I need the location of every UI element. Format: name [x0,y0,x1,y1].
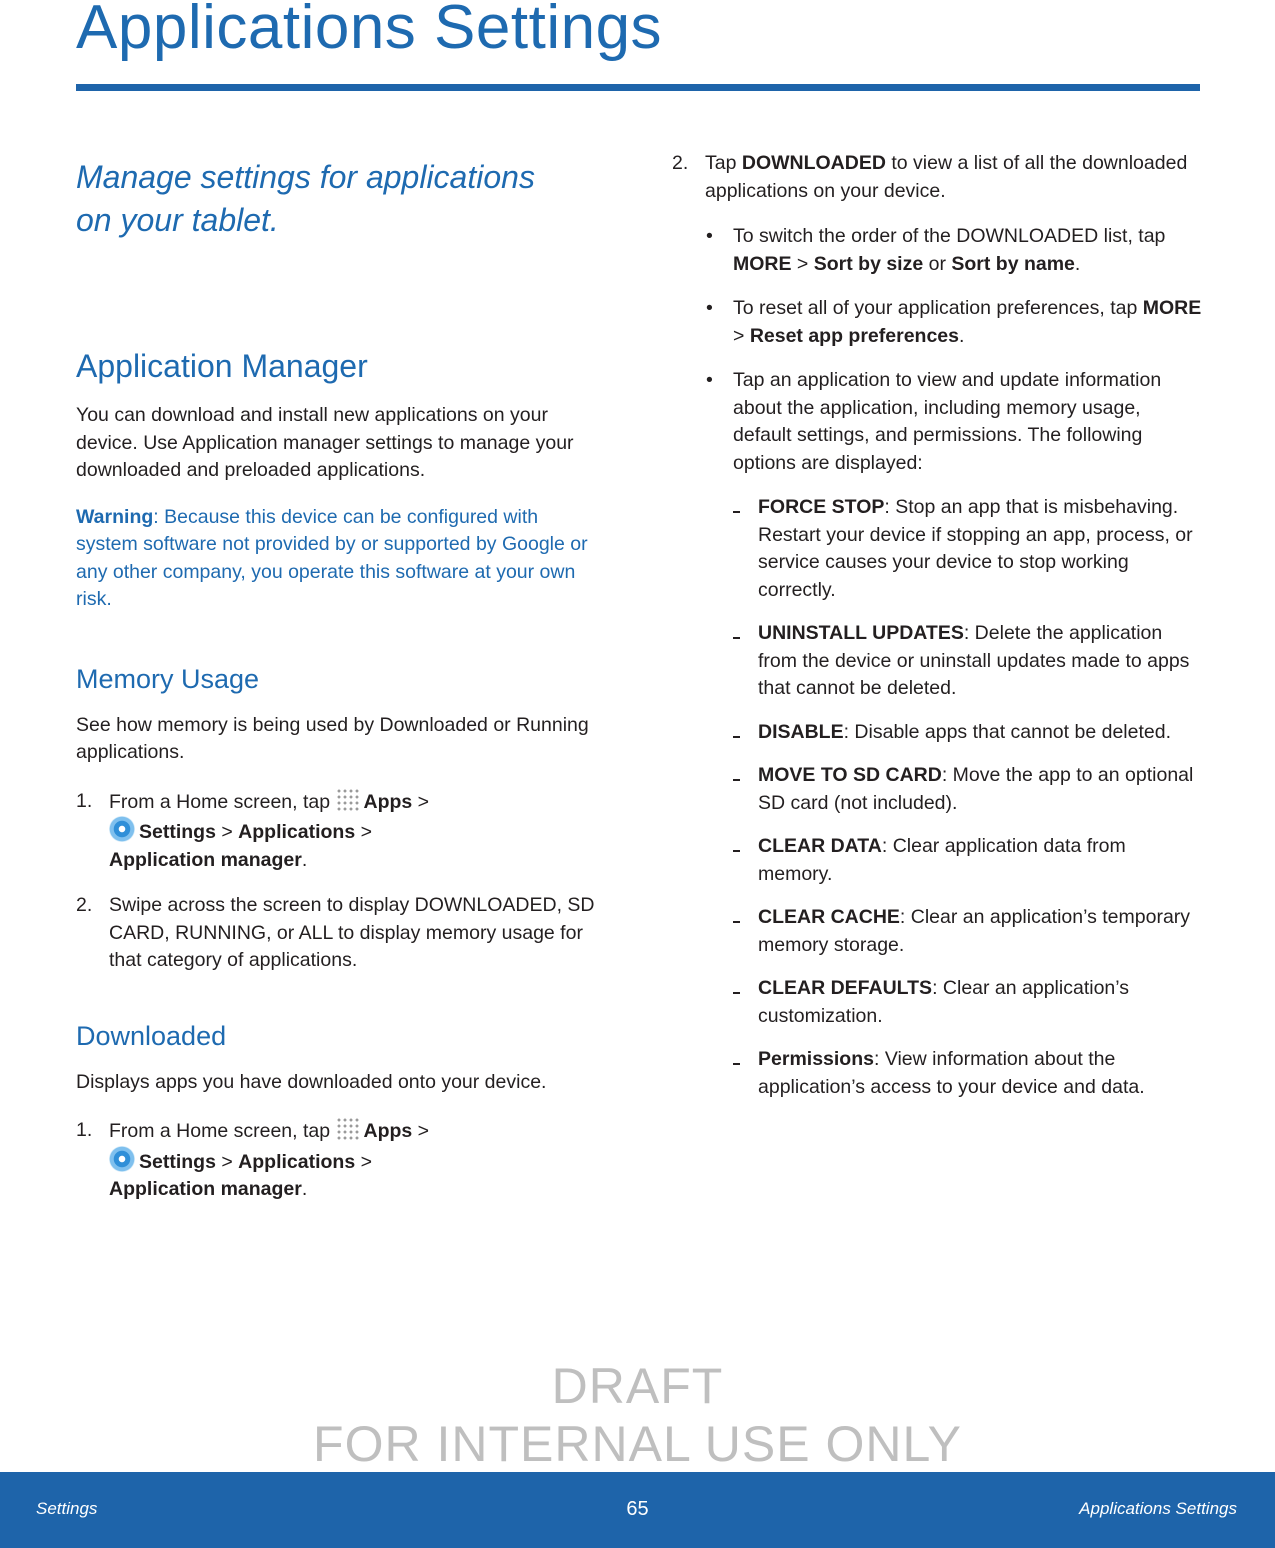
dash-marker [733,992,740,994]
option-description: : Clear an application’s temporary memory storage. [758,906,1191,956]
option-label: Permissions [758,1048,874,1070]
option-label: CLEAR CACHE [758,906,900,928]
period: . [1074,252,1081,275]
memory-usage-steps [76,788,596,975]
period: . [301,1178,308,1200]
bullet-dot: • [706,297,713,319]
downloaded-body: Displays apps you have downloaded onto your device. [76,1070,547,1093]
downloaded-bullets [672,223,1202,477]
bullet-sort-order [672,223,1202,278]
footer-section-left: Settings [36,1499,98,1518]
step-number: 2. [672,152,689,174]
application-manager-heading: Application Manager [76,348,368,384]
page-footer [0,1472,1275,1548]
option-description: : Move the app to an optional SD card (not included). [758,764,1194,814]
bullet-text: To switch the order of the DOWNLOADED list, tap [733,225,1166,247]
dash-marker [733,1063,740,1065]
dash-marker [733,850,740,852]
settings-label: Settings [139,1150,216,1173]
step-text: From a Home screen, tap [109,790,331,813]
memory-usage-body: See how memory is being used by Downloaded or Running applications. [76,713,589,763]
warning-text: : Because this device can be configured with system software not provided by or supported by Google or any other company, you operate this software at your own risk. [76,505,588,610]
dash-marker [733,736,740,738]
bullet-dot: • [706,369,713,391]
option-move-to-sd-card [672,762,1202,817]
downloaded-steps-right [672,150,1202,205]
step-text: Swipe across the screen to display DOWNLOADED, SD CARD, RUNNING, or ALL to display memory usage for that category of applications. [109,894,595,971]
option-label: CLEAR DEFAULTS [758,977,933,999]
application-manager-body: You can download and install new applications on your device. Use Application manager settings to manage your downloaded and preloaded applications. [76,404,574,481]
separator: > [215,821,239,843]
bullet-text: Tap an application to view and update information about the application, including memory usage, default settings, and permissions. The following options are displayed: [733,369,1162,474]
apps-label: Apps [363,1120,413,1142]
apps-label: Apps [363,790,413,813]
step-number: 1. [76,1119,93,1141]
more-label: MORE [733,252,792,275]
separator: > [412,1120,430,1142]
option-label: DISABLE [758,720,844,743]
reset-app-preferences-label: Reset app preferences [749,324,959,347]
bullet-text: or [923,252,952,275]
option-force-stop [672,494,1202,604]
option-uninstall-updates [672,620,1202,703]
step-number: 1. [76,789,93,812]
bullet-dot: • [706,225,713,247]
memory-usage-heading: Memory Usage [76,663,260,694]
left-column [76,150,596,1204]
option-description: : Stop an app that is misbehaving. Restart your device if stopping an app, process, or service causes your device to stop working correctly. [758,496,1193,601]
option-description: : View information about the application’s access to your device and data. [758,1048,1145,1098]
warning-label: Warning [76,505,154,528]
intro-line-2: on your tablet. [76,202,279,238]
step-number: 2. [76,894,93,916]
apps-grid-icon [336,788,360,812]
title-divider [76,84,1200,91]
draft-watermark-line-1: DRAFT [551,1358,724,1414]
step-text: to view a list of all the downloaded applications on your device. [705,152,1188,202]
option-label: UNINSTALL UPDATES [758,622,964,644]
intro-text [76,156,596,242]
apps-grid-icon [336,1117,360,1141]
option-description: : Disable apps that cannot be deleted. [843,720,1171,743]
period: . [301,848,308,871]
step-text: Tap [705,152,742,174]
footer-section-right: Applications Settings [1079,1499,1237,1518]
dash-marker [733,921,740,923]
bullet-reset-preferences [672,295,1202,350]
dash-marker [733,779,740,781]
separator: > [791,252,814,275]
downloaded-step-2 [672,150,1202,205]
sort-by-size-label: Sort by size [813,252,924,275]
intro-line-1: Manage settings for applications [76,159,535,195]
settings-label: Settings [139,821,216,843]
option-label: FORCE STOP [758,496,885,518]
option-description: : Clear an application’s customization. [758,977,1129,1027]
separator: > [215,1150,239,1173]
option-disable [672,719,1202,747]
warning-note [76,504,596,614]
sort-by-name-label: Sort by name [951,252,1075,275]
separator: > [355,821,372,843]
memory-step-1 [76,788,596,875]
page-number: 65 [626,1498,649,1520]
application-manager-label: Application manager [109,848,302,871]
downloaded-steps-left [76,1117,596,1204]
option-description: : Delete the application from the device or uninstall updates made to apps that cannot be deleted. [758,622,1190,699]
dash-marker [733,637,740,639]
dash-marker [733,511,740,513]
separator: > [733,324,750,347]
option-clear-defaults [672,975,1202,1030]
application-manager-label: Application manager [109,1178,302,1200]
option-label: MOVE TO SD CARD [758,764,942,786]
app-options-list [672,494,1202,1101]
bullet-text: To reset all of your application preferences, tap [733,297,1143,319]
option-clear-data [672,833,1202,888]
period: . [959,324,965,347]
downloaded-heading: Downloaded [76,1020,227,1051]
settings-gear-icon [109,816,135,842]
option-label: CLEAR DATA [758,835,882,857]
bullet-app-info [672,367,1202,477]
memory-step-2 [76,892,596,975]
applications-label: Applications [238,1150,356,1173]
separator: > [355,1150,372,1173]
draft-watermark-line-2: FOR INTERNAL USE ONLY [313,1416,962,1472]
right-column [672,150,1202,1101]
separator: > [412,790,430,813]
applications-label: Applications [238,821,356,843]
page-title: Applications Settings [76,0,663,62]
more-label: MORE [1142,297,1202,319]
option-description: : Clear application data from memory. [758,835,1126,885]
downloaded-tab-label: DOWNLOADED [741,152,886,174]
settings-gear-icon [109,1146,135,1172]
downloaded-step-1 [76,1117,596,1204]
option-clear-cache [672,904,1202,959]
option-permissions [672,1046,1202,1101]
step-text: From a Home screen, tap [109,1120,331,1142]
